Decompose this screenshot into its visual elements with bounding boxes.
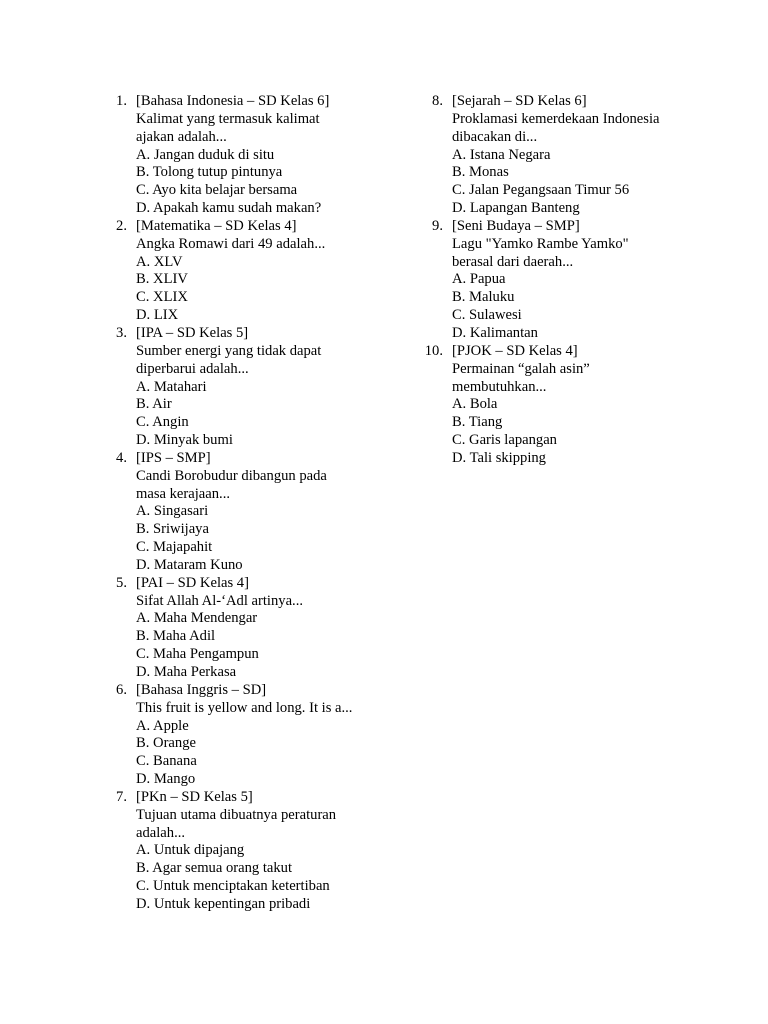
answer-option: B. Tiang xyxy=(452,414,503,431)
left-column xyxy=(108,93,393,914)
question-number: 3. xyxy=(116,324,127,341)
question-subject: [PKn – SD Kelas 5] xyxy=(136,788,253,805)
question-number: 4. xyxy=(116,449,127,466)
question-subject: [PAI – SD Kelas 4] xyxy=(136,574,249,591)
question-subject: [Sejarah – SD Kelas 6] xyxy=(452,93,587,109)
answer-option: A. Jangan duduk di situ xyxy=(136,146,275,163)
question-subject: [Bahasa Indonesia – SD Kelas 6] xyxy=(136,93,330,109)
question-number: 10. xyxy=(424,342,443,359)
answer-option: A. Maha Mendengar xyxy=(136,610,258,627)
question-body xyxy=(136,93,393,218)
question-item xyxy=(424,218,724,343)
question-prompt-line: Lagu "Yamko Rambe Yamko" xyxy=(452,235,629,252)
answer-option: B. Orange xyxy=(136,735,196,752)
answer-option: B. Air xyxy=(136,396,172,413)
question-prompt-line: This fruit is yellow and long. It is a... xyxy=(136,699,353,716)
answer-option: B. Monas xyxy=(452,164,509,181)
question-item xyxy=(424,93,724,218)
question-number: 5. xyxy=(116,574,127,591)
right-column xyxy=(424,93,724,468)
answer-option: A. XLV xyxy=(136,253,183,270)
question-prompt-line: berasal dari daerah... xyxy=(452,253,574,270)
answer-option: C. XLIX xyxy=(136,289,188,306)
question-subject: [IPA – SD Kelas 5] xyxy=(136,324,249,341)
answer-option: C. Majapahit xyxy=(136,539,213,556)
answer-option: C. Banana xyxy=(136,753,197,770)
question-body xyxy=(452,218,724,343)
answer-option: D. Minyak bumi xyxy=(136,432,233,449)
question-item xyxy=(108,450,393,575)
question-item xyxy=(108,682,393,789)
answer-option: C. Garis lapangan xyxy=(452,432,557,449)
question-subject: [PJOK – SD Kelas 4] xyxy=(452,342,578,359)
question-item xyxy=(108,218,393,325)
question-body xyxy=(136,789,393,914)
question-number: 9. xyxy=(432,217,443,234)
answer-option: D. Apakah kamu sudah makan? xyxy=(136,200,322,217)
answer-option: A. Apple xyxy=(136,717,189,734)
answer-option: D. Mango xyxy=(136,771,196,788)
answer-option: C. Sulawesi xyxy=(452,307,522,324)
answer-option: D. Tali skipping xyxy=(452,449,546,466)
question-subject: [IPS – SMP] xyxy=(136,449,211,466)
question-prompt-line: Angka Romawi dari 49 adalah... xyxy=(136,235,326,252)
question-prompt-line: membutuhkan... xyxy=(452,378,547,395)
answer-option: D. Lapangan Banteng xyxy=(452,200,580,217)
question-body xyxy=(452,343,724,468)
question-item xyxy=(108,575,393,682)
question-body xyxy=(136,325,393,450)
answer-option: D. Untuk kepentingan pribadi xyxy=(136,895,311,912)
answer-option: B. Tolong tutup pintunya xyxy=(136,164,283,181)
answer-option: A. Untuk dipajang xyxy=(136,842,245,859)
answer-option: C. Angin xyxy=(136,414,189,431)
question-prompt-line: diperbarui adalah... xyxy=(136,360,249,377)
question-prompt-line: adalah... xyxy=(136,824,186,841)
answer-option: A. Singasari xyxy=(136,503,209,520)
question-prompt-line: Proklamasi kemerdekaan Indonesia xyxy=(452,110,660,127)
answer-option: D. LIX xyxy=(136,307,179,324)
question-prompt-line: ajakan adalah... xyxy=(136,128,227,145)
question-item xyxy=(424,343,724,468)
question-body xyxy=(136,218,393,325)
question-item xyxy=(108,789,393,914)
question-prompt-line: Permainan “galah asin” xyxy=(452,360,590,377)
question-item xyxy=(108,325,393,450)
answer-option: A. Matahari xyxy=(136,378,207,395)
question-body xyxy=(136,575,393,682)
answer-option: D. Mataram Kuno xyxy=(136,556,243,573)
answer-option: C. Maha Pengampun xyxy=(136,646,259,663)
question-subject: [Seni Budaya – SMP] xyxy=(452,217,580,234)
answer-option: D. Maha Perkasa xyxy=(136,664,237,680)
answer-option: C. Jalan Pegangsaan Timur 56 xyxy=(452,182,630,199)
question-prompt-line: Tujuan utama dibuatnya peraturan xyxy=(136,806,337,823)
question-number: 2. xyxy=(116,217,127,234)
answer-option: D. Kalimantan xyxy=(452,324,538,341)
question-body xyxy=(452,93,724,218)
question-prompt-line: Kalimat yang termasuk kalimat xyxy=(136,110,320,127)
question-body xyxy=(136,682,393,789)
question-number: 1. xyxy=(116,93,127,109)
answer-option: B. Maha Adil xyxy=(136,628,216,645)
question-number: 6. xyxy=(116,681,127,698)
answer-option: B. Agar semua orang takut xyxy=(136,860,293,877)
question-prompt-line: masa kerajaan... xyxy=(136,485,230,502)
answer-option: C. Ayo kita belajar bersama xyxy=(136,182,298,199)
answer-option: B. XLIV xyxy=(136,271,188,288)
answer-option: C. Untuk menciptakan ketertiban xyxy=(136,878,330,895)
question-subject: [Matematika – SD Kelas 4] xyxy=(136,217,297,234)
question-prompt-line: dibacakan di... xyxy=(452,128,538,145)
answer-option: B. Sriwijaya xyxy=(136,521,209,538)
question-number: 7. xyxy=(116,788,127,805)
question-body xyxy=(136,450,393,575)
question-prompt-line: Candi Borobudur dibangun pada xyxy=(136,467,327,484)
question-prompt-line: Sifat Allah Al-‘Adl artinya... xyxy=(136,592,303,609)
question-prompt-line: Sumber energi yang tidak dapat xyxy=(136,342,322,359)
question-subject: [Bahasa Inggris – SD] xyxy=(136,681,267,698)
question-item xyxy=(108,93,393,218)
question-number: 8. xyxy=(432,93,443,109)
answer-option: A. Istana Negara xyxy=(452,146,551,163)
answer-option: A. Bola xyxy=(452,396,498,413)
answer-option: A. Papua xyxy=(452,271,506,288)
answer-option: B. Maluku xyxy=(452,289,515,306)
